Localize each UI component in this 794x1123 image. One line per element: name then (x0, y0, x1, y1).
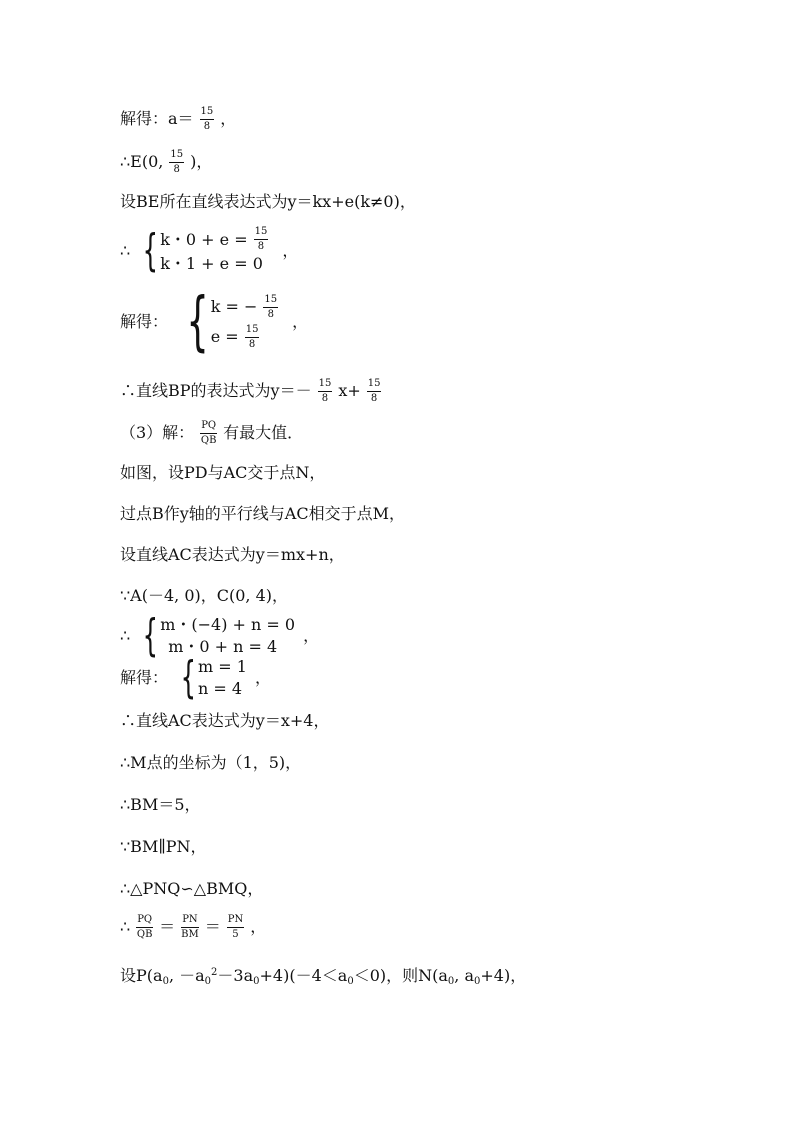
fraction: $\frac{PQ}{QB}$ (200, 420, 217, 446)
brace: { (142, 224, 159, 276)
fraction: $\frac{15}{8}$ (367, 378, 381, 404)
fraction: $\frac{15}{8}$ (318, 378, 332, 404)
brace: { (142, 610, 159, 661)
line-6: ∴直线BP的表达式为y＝－ $\frac{15}{8}$ x+ $\frac{15}{8}$ (120, 378, 381, 404)
brace: { (180, 652, 197, 703)
fraction: $\frac{15}{8}$ (200, 106, 214, 132)
equation-system: { k・0 + e = $\frac{15}{8}$ k・1 + e = 0 (142, 224, 268, 276)
line-15: ∴M点的坐标为（1，5)， (120, 753, 302, 772)
fraction: $\frac{15}{8}$ (170, 149, 184, 175)
line-12: ∴ { m・(−4) + n = 0 m・0 + n = 4 ， (120, 610, 320, 661)
brace: { (186, 285, 209, 359)
line-10: 设直线AC表达式为y＝mx+n， (120, 545, 345, 564)
line-8: 如图，设PD与AC交于点N， (120, 463, 326, 482)
line-20: 设$P(a_0$, $-a_0^2-3a_0+4)(-4<a_0<0)$，则$N(a_0$, $a_0+4$)， (120, 966, 527, 987)
fraction: $\frac{PN}{BM}$ (181, 914, 199, 940)
l1-text: 解得：a＝ (120, 109, 194, 128)
equation-system: { m = 1 n = 4 (180, 652, 247, 703)
line-5: 解得： { k = − $\frac{15}{8}$ e = $\frac{15}{8}$ ， (120, 285, 309, 359)
fraction: $\frac{15}{8}$ (254, 226, 268, 252)
line-7: （3）解： $\frac{PQ}{QB}$ 有最大值． (120, 420, 304, 446)
line-19: ∴ $\frac{PQ}{QB}$ ＝ $\frac{PN}{BM}$ ＝ $\frac{PN}{5}$ ， (120, 914, 267, 940)
equation-system: { k = − $\frac{15}{8}$ e = $\frac{15}{8}$ (186, 285, 278, 359)
line-11: ∵A(－4, 0)，C(0, 4)， (120, 586, 289, 605)
line-9: 过点B作y轴的平行线与AC相交于点M， (120, 504, 405, 523)
line-1: 解得：a＝ $\frac{15}{8}$ ， (120, 106, 237, 132)
line-17: ∵BM∥PN， (120, 837, 207, 856)
equation-system: { m・(−4) + n = 0 m・0 + n = 4 (142, 610, 296, 661)
line-18: ∴△PNQ∽△BMQ， (120, 879, 264, 898)
line-4: ∴ { k・0 + e = $\frac{15}{8}$ k・1 + e = 0 ， (120, 224, 299, 276)
fraction: $\frac{15}{8}$ (245, 323, 259, 350)
line-16: ∴BM＝5， (120, 795, 201, 814)
line-14: ∴直线AC表达式为y＝x+4， (120, 711, 330, 730)
fraction: $\frac{PN}{5}$ (227, 914, 244, 940)
line-2: ∴E(0, $\frac{15}{8}$ )， (120, 149, 213, 175)
line-13: 解得： { m = 1 n = 4 ， (120, 652, 271, 703)
fraction: $\frac{PQ}{QB}$ (136, 914, 153, 940)
fraction: $\frac{15}{8}$ (264, 293, 278, 320)
line-3: 设BE所在直线表达式为y＝kx+e(k≠0)， (120, 192, 416, 211)
